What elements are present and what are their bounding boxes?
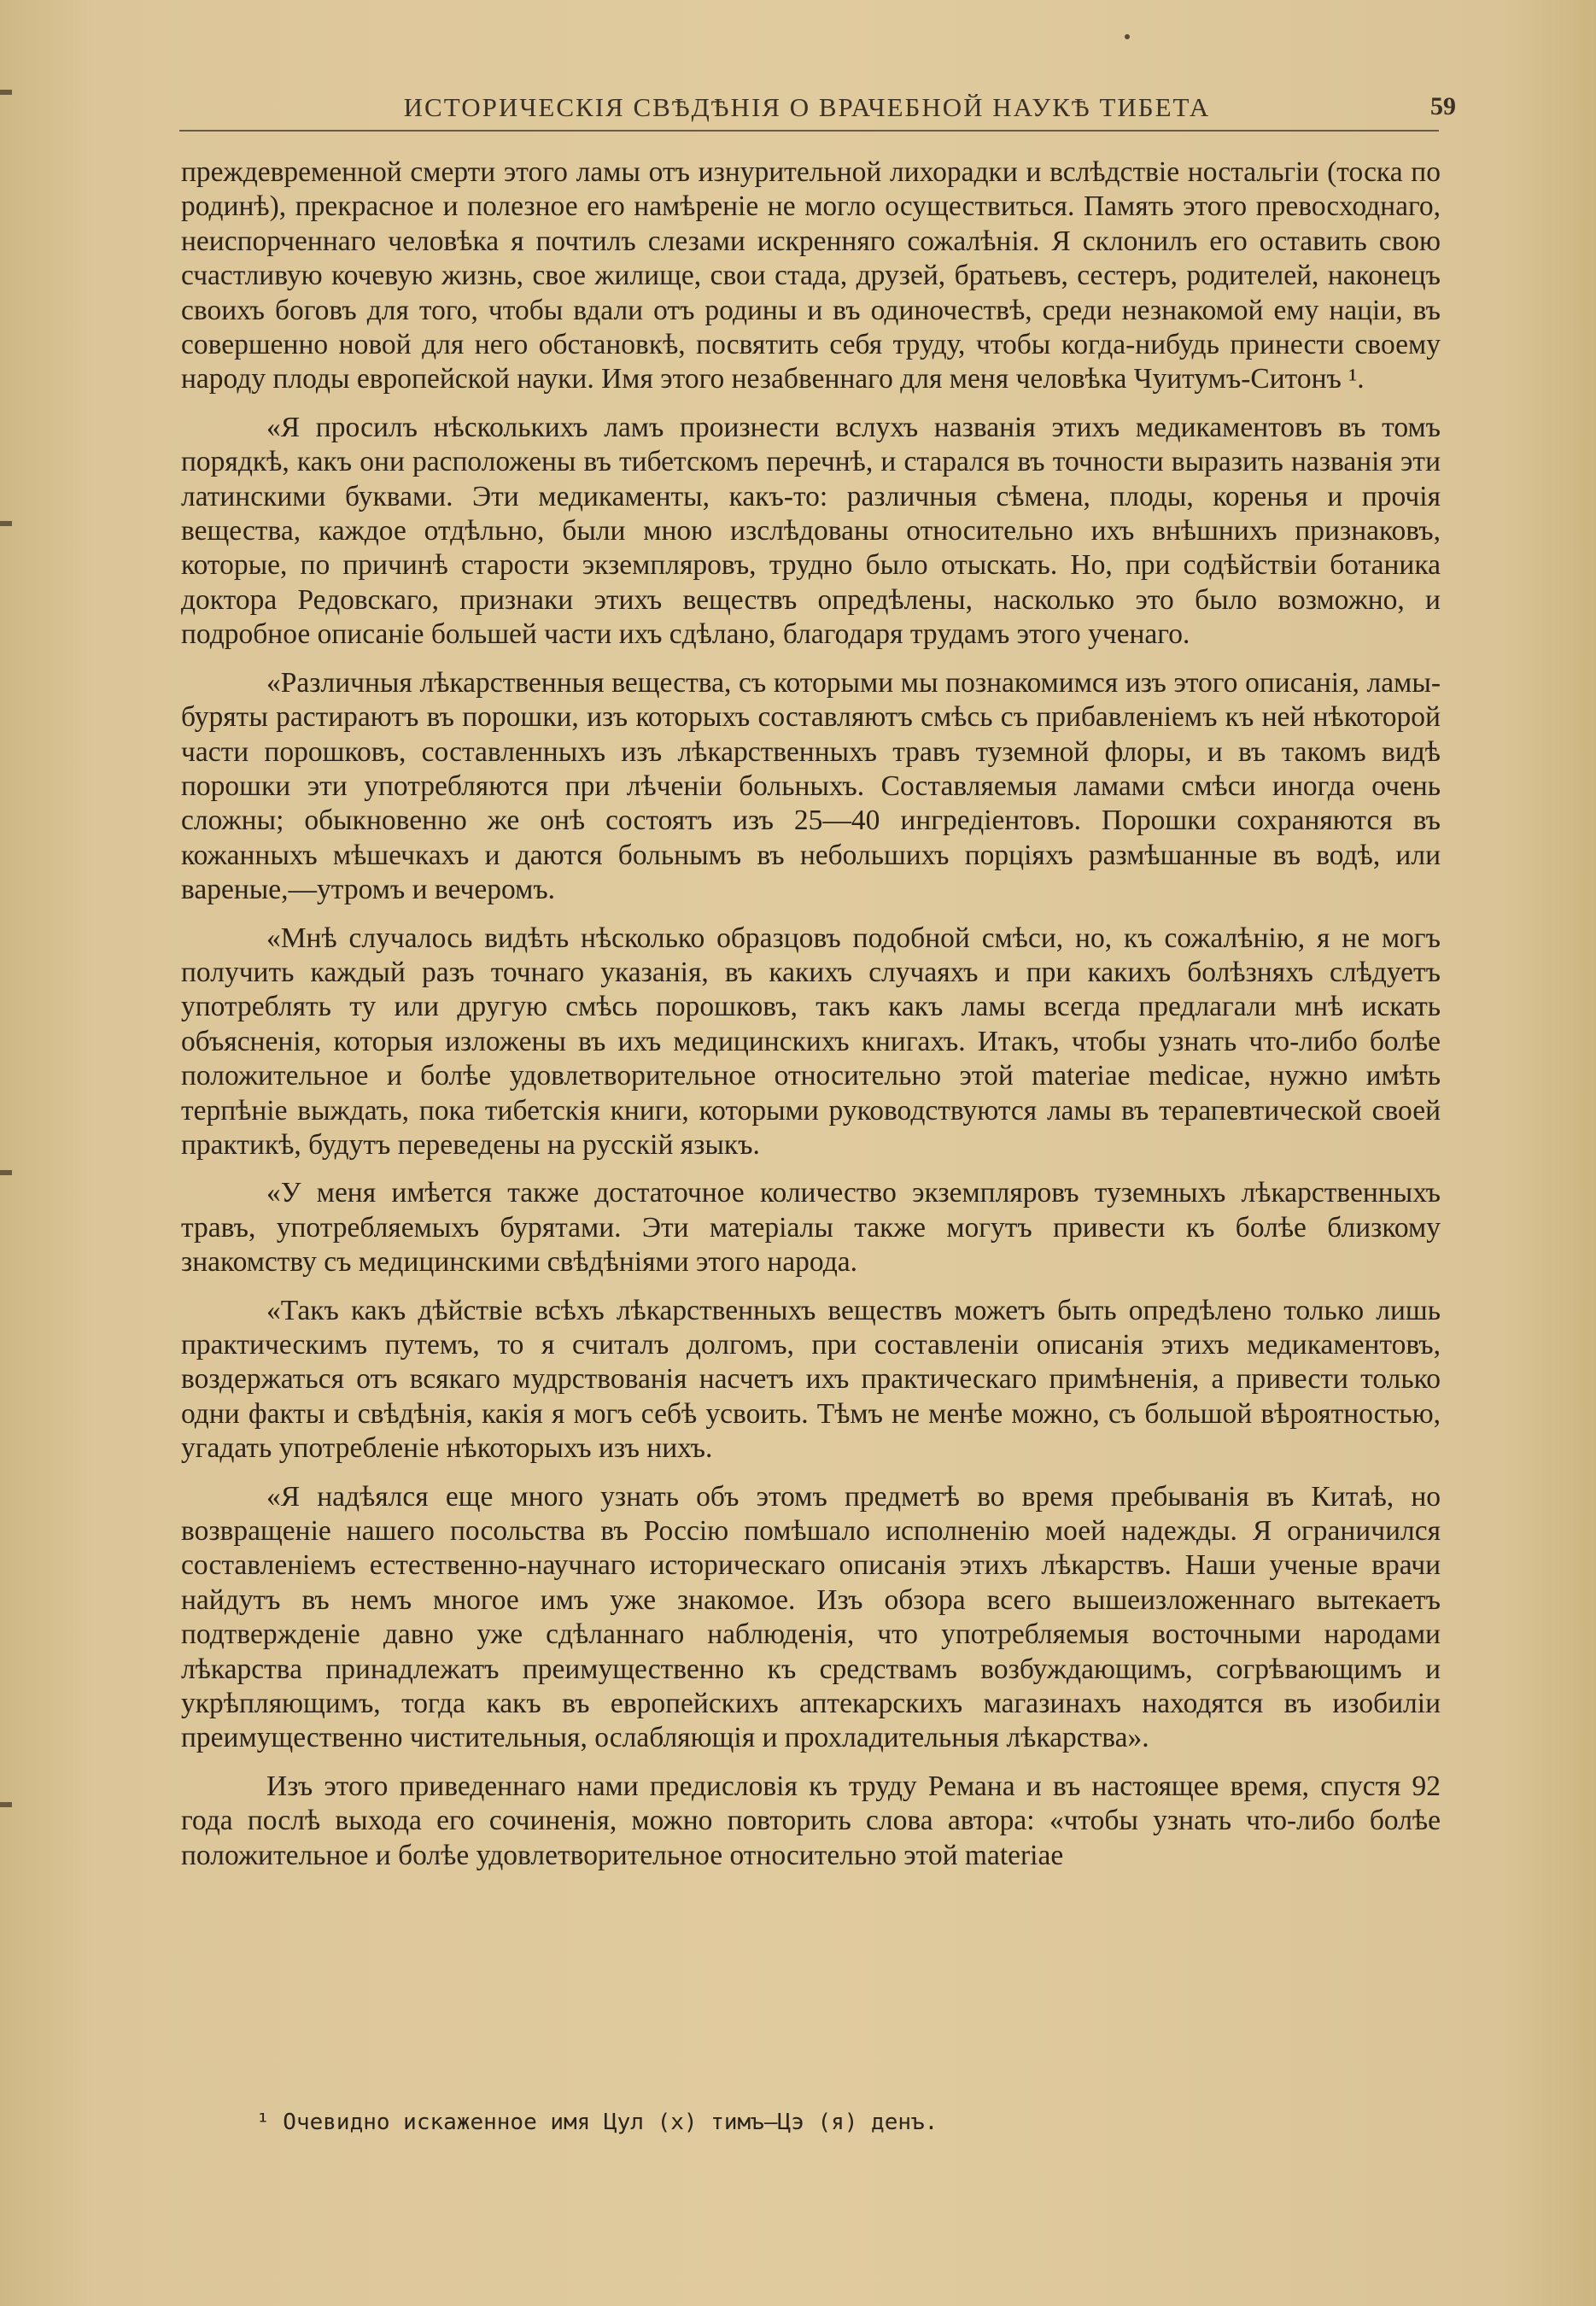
paragraph: Изъ этого приведеннаго нами предисловія къ труду Ремана и въ настоящее время, спустя 92 года послѣ выхода его сочиненія, можно повторить слова автора: «чтобы узнать что-либо болѣе положительное и болѣе удовлетворительное относительно этой materiae bbox=[181, 1770, 1441, 1871]
paragraph: «У меня имѣется также достаточное количество экземпляровъ туземныхъ лѣкарственныхъ травъ, употребляемыхъ бурятами. Эти матеріалы также могутъ привести къ болѣе близкому знакомству съ медицинскими свѣдѣніями этого народа. bbox=[181, 1177, 1441, 1279]
paragraph: «Различныя лѣкарственныя вещества, съ которыми мы познакомимся изъ этого описанія, ламы-буряты растираютъ въ порошки, изъ которыхъ составляютъ смѣсь съ прибавленіемъ къ ней нѣкоторой части порошковъ, составленныхъ изъ лѣкарственныхъ травъ туземной флоры, и въ такомъ видѣ порошки эти употребляются при лѣченіи больныхъ. Составляемыя ламами смѣси иногда очень сложны; обыкновенно же онѣ состоятъ изъ 25—40 ингредіентовъ. Порошки сохраняются въ кожанныхъ мѣшечкахъ и даются больнымъ въ небольшихъ порціяхъ размѣшанные въ водѣ, или вареные,—утромъ и вечеромъ. bbox=[181, 666, 1441, 906]
paragraph: «Мнѣ случалось видѣть нѣсколько образцовъ подобной смѣси, но, къ сожалѣнію, я не могъ получить каждый разъ точнаго указанія, въ какихъ случаяхъ и при какихъ болѣзняхъ слѣдуетъ употреблять ту или другую смѣсь порошковъ, такъ какъ ламы всегда предлагали мнѣ искать объясненія, которыя изложены въ ихъ медицинскихъ книгахъ. Итакъ, чтобы узнать что-либо болѣе положительное и болѣе удовлетворительное относительно этой materiae medicae, нужно имѣть терпѣніе выждать, пока тибетскія книги, которыми руководствуются ламы въ терапевтической своей практикѣ, будутъ переведены на русскій языкъ. bbox=[181, 922, 1441, 1161]
page-edge-mark bbox=[0, 1802, 12, 1807]
page-edge-mark bbox=[0, 521, 12, 526]
footnote: ¹ Очевидно искаженное имя Цул (х) тимъ—Цэ (я) денъ. bbox=[256, 2110, 938, 2135]
paragraph: «Я надѣялся еще много узнать объ этомъ предметѣ во время пребыванія въ Китаѣ, но возвращеніе нашего посольства въ Россію помѣшало исполненію моей надежды. Я ограничился составленіемъ естественно-научнаго историческаго описанія этихъ лѣкарствъ. Наши ученые врачи найдутъ въ немъ многое имъ уже знакомое. Изъ обзора всего вышеизложеннаго вытекаетъ подтвержденіе давно уже сдѣланнаго наблюденія, что употребляемыя восточными народами лѣкарства принадлежатъ преимущественно къ средствамъ возбуждающимъ, согрѣвающимъ и укрѣпляющимъ, тогда какъ въ европейскихъ аптекарскихъ магазинахъ находятся въ изобиліи преимущественно чистительныя, ослабляющія и прохладительныя лѣкарства». bbox=[181, 1480, 1441, 1754]
body-text bbox=[181, 155, 1441, 1873]
ink-speck bbox=[1125, 34, 1130, 39]
page-edge-mark bbox=[0, 90, 12, 95]
paragraph: «Такъ какъ дѣйствіе всѣхъ лѣкарственныхъ веществъ можетъ быть опредѣлено только лишь практическимъ путемъ, то я считалъ долгомъ, при составленіи описанія этихъ медикаментовъ, воздержаться отъ всякаго мудрствованія насчетъ ихъ практическаго примѣненія, а привести только одни факты и свѣдѣнія, какія я могъ себѣ усвоить. Тѣмъ не менѣе можно, съ большой вѣроятностью, угадать употребленіе нѣкоторыхъ изъ нихъ. bbox=[181, 1294, 1441, 1465]
running-header: ИСТОРИЧЕСКІЯ СВѢДѢНІЯ О ВРАЧЕБНОЙ НАУКѢ ТИБЕТА bbox=[403, 92, 1211, 122]
paragraph: «Я просилъ нѣсколькихъ ламъ произнести вслухъ названія этихъ медикаментовъ въ томъ порядкѣ, какъ они расположены въ тибетскомъ перечнѣ, и старался въ точности выразить названія эти латинскими буквами. Эти медикаменты, какъ-то: различныя сѣмена, плоды, коренья и прочія вещества, каждое отдѣльно, были мною изслѣдованы относительно ихъ внѣшнихъ признаковъ, которые, по причинѣ старости экземпляровъ, трудно было отыскать. Но, при содѣйствіи ботаника доктора Редовскаго, признаки этихъ веществъ опредѣлены, насколько это было возможно, и подробное описаніе большей части ихъ сдѣлано, благодаря трудамъ этого ученаго. bbox=[181, 411, 1441, 651]
paragraph: преждевременной смерти этого ламы отъ изнурительной лихорадки и вслѣдствіе ностальгіи (тоска по родинѣ), прекрасное и полезное его намѣреніе не могло осуществиться. Память этого превосходнаго, неиспорченнаго человѣка я почтилъ слезами искренняго сожалѣнія. Я склонилъ его оставить свою счастливую кочевую жизнь, свое жилище, свои стада, друзей, братьевъ, сестеръ, родителей, наконецъ своихъ боговъ для того, чтобы вдали отъ родины и въ одиночествѣ, среди незнакомой ему націи, въ совершенно новой для него обстановкѣ, посвятить себя труду, чтобы когда-нибудь принести своему народу плоды европейской науки. Имя этого незабвеннаго для меня человѣка Чуитумъ-Ситонъ ¹. bbox=[181, 156, 1441, 395]
page-edge-mark bbox=[0, 1170, 12, 1175]
header-rule bbox=[179, 130, 1439, 132]
page-number: 59 bbox=[1430, 92, 1456, 120]
